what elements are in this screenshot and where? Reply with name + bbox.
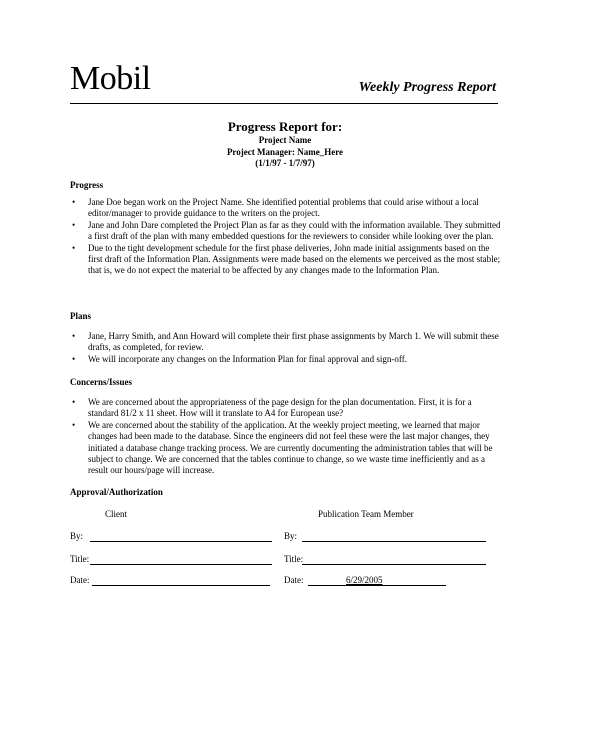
approval-heading: Approval/Authorization [70,487,163,497]
team-date-value: 6/29/2005 [346,575,383,585]
date-range: (1/1/97 - 1/7/97) [255,158,315,168]
team-by-label: By: [284,531,298,541]
client-label: Client [105,509,127,519]
progress-list [72,197,504,277]
mobil-logo: Mobil [70,60,151,97]
team-member-label: Publication Team Member [318,509,414,519]
team-title-line[interactable] [302,564,486,565]
title-block [150,118,420,170]
plans-heading: Plans [70,311,92,321]
list-item: • We are concerned about the stability of the application. At the weekly project meeting, we learned that major changes had been made to the database. Since the engineers did not feel these were the last major changes, they initiated a database change tracking process. We are currently documenting the administration tables that will be subject to change. We are concerned that the tables continue to change, so we waste time inefficiently and as a result our hours/page will increase. [72,419,493,476]
team-by-line[interactable] [302,541,486,542]
list-item: • Due to the tight development schedule for the first phase deliveries, John made initial assignments based on the first draft of the Information Plan. Assignments were made based on the elements we perceived as the most stable; that is, we do not expect the material to be affected by any changes made to the Information Plan. [72,242,501,276]
progress-heading: Progress [70,180,104,190]
header-divider [70,103,498,104]
client-date-line[interactable] [92,585,270,586]
team-title-label: Title: [284,554,304,564]
list-item: • Jane Doe began work on the Project Name. She identified potential problems that could arise without a local editor/manager to provide guidance to the writers on the project. [72,197,479,219]
concerns-heading: Concerns/Issues [70,377,133,387]
client-by-line[interactable] [90,541,272,542]
project-name: Project Name [258,135,312,145]
report-heading: Progress Report for: [227,119,343,134]
concerns-list [72,397,504,477]
team-date-label: Date: [284,575,304,585]
list-item: • Jane and John Dare completed the Project Plan as far as they could with the information available. They submitted a first draft of the plan with many embedded questions for the reviewers to consider while looking over the plan. [72,219,501,242]
list-item: • Jane, Harry Smith, and Ann Howard will complete their first phase assignments by March 1. We will submit these drafts, as completed, for review. [72,331,499,353]
plans-list [72,331,504,365]
project-manager: Project Manager: Name_Here [226,146,344,157]
list-item: • We will incorporate any changes on the Information Plan for final approval and sign-off. [72,353,408,364]
team-date-line[interactable] [308,585,446,586]
list-item: • We are concerned about the appropriateness of the page design for the plan documentation. First, it is for a standard 81/2 x 11 sheet. How will it translate to A4 for European use? [72,397,472,419]
client-by-label: By: [70,531,84,541]
client-title-line[interactable] [90,564,272,565]
client-date-label: Date: [70,575,90,585]
document-title: Weekly Progress Report [358,80,496,95]
client-title-label: Title: [70,554,90,564]
